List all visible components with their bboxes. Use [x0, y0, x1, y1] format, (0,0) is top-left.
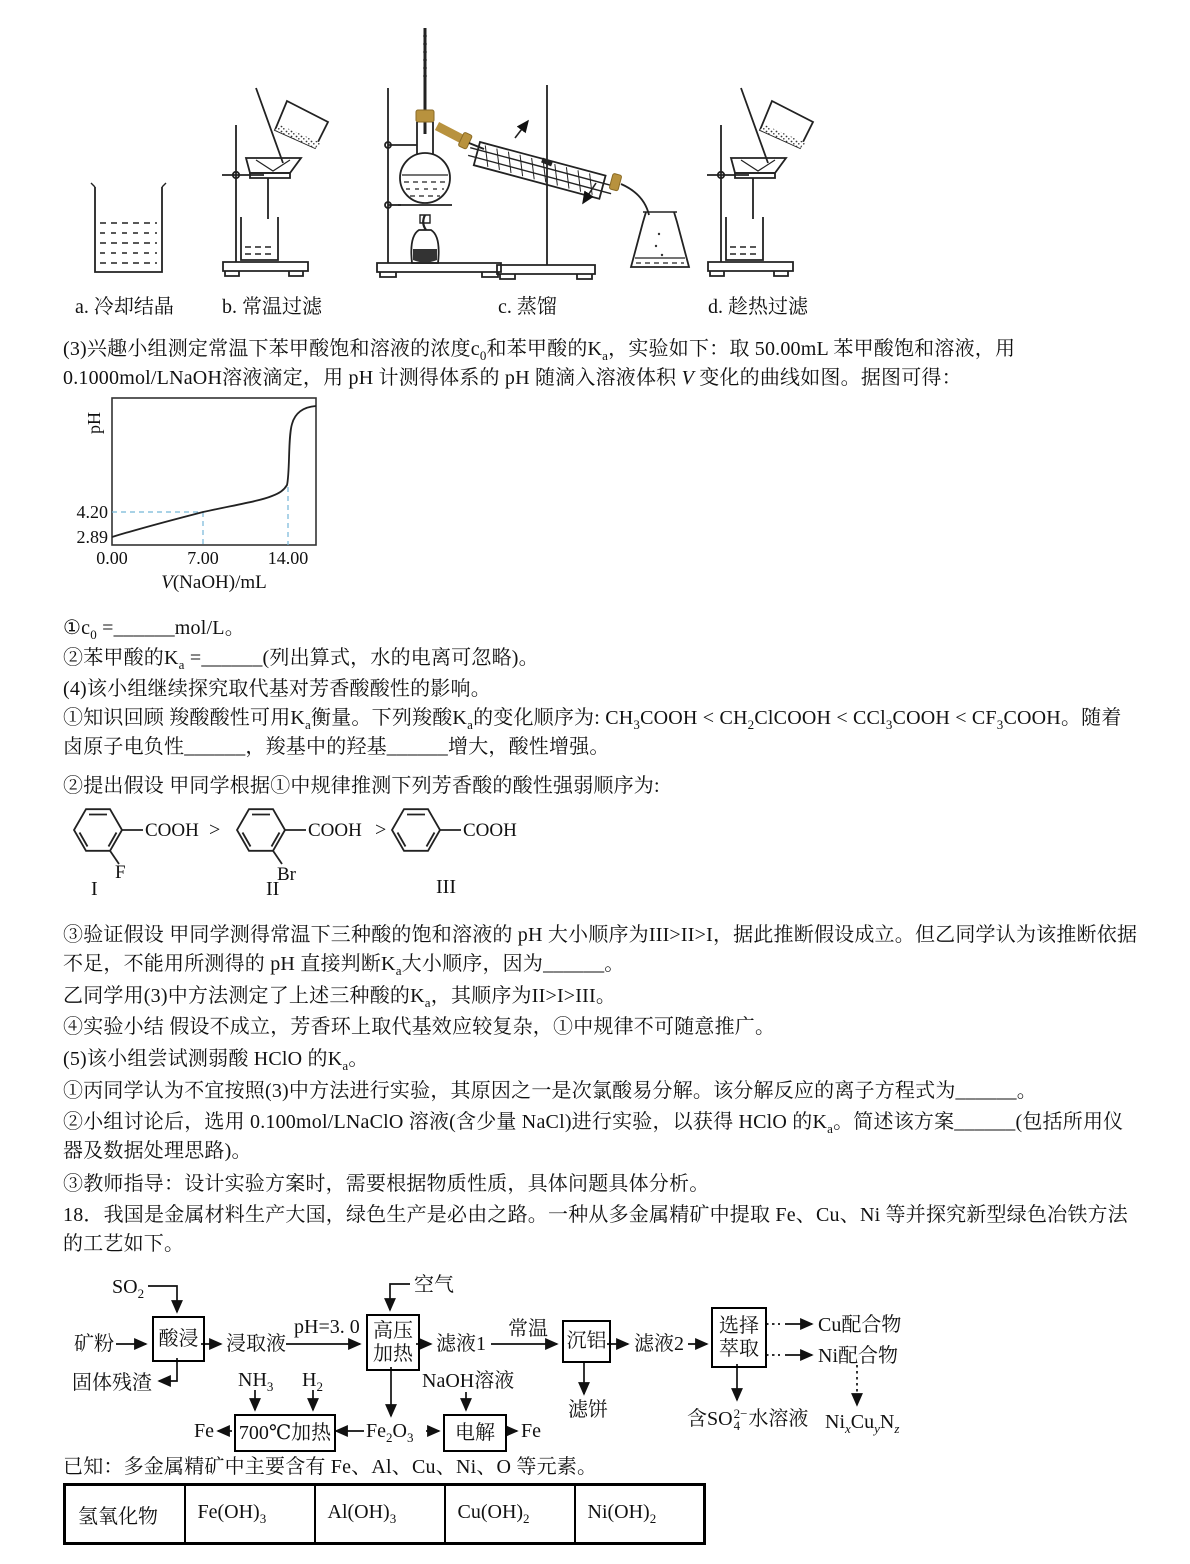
structure-2-ring-icon: [237, 809, 306, 864]
round-flask-icon: [400, 153, 450, 203]
x-tick-0: 0.00: [96, 548, 128, 568]
x-tick-7: 7.00: [187, 548, 219, 568]
knowledge-review: ①知识回顾 羧酸酸性可用$K_a$衡量。下列羧酸$K_a$的变化顺序为: $CH_3COOH$ < $CH_2ClCOOH$ < CCl$_3$COOH < $CF_3COOH$。随着卤原子电负性______，羧基中的羟基______增大，酸性增强。: [63, 707, 1122, 758]
cooh-label-3: COOH: [463, 820, 517, 841]
table-cell-feoh3: $Fe(OH)_3$: [185, 1485, 315, 1544]
flow-label-leachate: 浸取液: [226, 1333, 286, 1355]
apparatus-drawings: [60, 22, 840, 317]
flow-label-sulfate-solution: 含SO 2− 4 水溶液: [687, 1406, 809, 1433]
y-mark-289: 2.89: [76, 527, 108, 547]
flow-label-filter-cake: 滤饼: [568, 1399, 608, 1421]
verify-hypothesis: ③验证假设 甲同学测得常温下三种酸的饱和溶液的 pH 大小顺序为III>II>I，据此推断假设成立。但乙同学认为该推断依据不足，不能用所测得的 pH 直接判断$K_a$大小顺序，因为______。: [63, 924, 1138, 978]
distillation-c-icon: [377, 28, 689, 279]
flow-box-selective-extraction: 选择 萃取: [711, 1307, 767, 1368]
flow-box-heat-700: 700℃加热: [234, 1414, 336, 1452]
question-4-intro: (4)该小组继续探究取代基对芳香酸酸性的影响。: [63, 678, 491, 700]
flow-label-ore-powder: 矿粉: [74, 1333, 114, 1355]
conical-flask-icon: [631, 212, 689, 267]
flow-arrows: [60, 1268, 1145, 1460]
titration-curve-plot: [70, 392, 350, 604]
flow-label-filtrate-2: 滤液2: [634, 1333, 684, 1355]
numeral-2: II: [266, 878, 280, 900]
flow-label-nh3: $NH_3$: [238, 1369, 274, 1394]
table-cell-aloh3: $Al(OH)_3$: [315, 1485, 445, 1544]
question-5-intro: (5)该小组尝试测弱酸 HClO 的$K_a$。: [63, 1048, 369, 1073]
dashed-guides: [112, 487, 288, 545]
bromine-label: Br: [277, 864, 296, 885]
flow-box-acid-leach: 酸浸: [152, 1316, 205, 1362]
x-axis-label: V(NaOH)/mL: [161, 572, 267, 593]
question-3-intro: (3)兴趣小组测定常温下苯甲酸饱和溶液的浓度$c_0$和苯甲酸的$K_a$，实验如下：取 50.00mL 苯甲酸饱和溶液，用 0.1000mol/LNaOH溶液滴定，用 pH 计测得体系的 pH 随滴入溶液体积 V 变化的曲线如图。据图可得：: [63, 338, 1016, 389]
apparatus-label-d: d. 趁热过滤: [708, 296, 808, 318]
filtration-b-icon: [222, 88, 328, 276]
fluorine-label: F: [115, 862, 126, 883]
student-c-reason: ①丙同学认为不宜按照(3)中方法进行实验，其原因之一是次氯酸易分解。该分解反应的离子方程式为______。: [63, 1080, 1037, 1102]
flow-box-al-precipitate: 沉铝: [562, 1320, 611, 1363]
flow-label-fe-left: Fe: [194, 1420, 214, 1442]
process-flow-figure: [60, 1268, 1145, 1460]
table-cell-cuoh2: $Cu(OH)_2$: [445, 1485, 575, 1544]
greater-than-1: >: [209, 819, 221, 841]
flow-label-h2: $H_2$: [302, 1369, 323, 1394]
apparatus-label-a: a. 冷却结晶: [75, 296, 174, 318]
question-18-intro: 18．我国是金属材料生产大国，绿色生产是必由之路。一种从多金属精矿中提取 Fe、Cu、Ni 等并探究新型绿色冶铁方法的工艺如下。: [63, 1204, 1128, 1255]
experiment-summary: ④实验小结 假设不成立，芳香环上取代基效应较复杂，①中规律不可随意推广。: [63, 1016, 776, 1038]
flow-label-so2: $SO_2$: [112, 1276, 145, 1301]
adapter-clamp-icon: [416, 110, 434, 122]
cooh-label-2: COOH: [308, 820, 362, 841]
flow-label-filtrate-1: 滤液1: [436, 1333, 486, 1355]
y-mark-420: 4.20: [76, 502, 108, 522]
flow-label-ni-complex: Ni配合物: [818, 1345, 898, 1367]
ph-curve: [112, 406, 316, 537]
known-info: 已知：多金属精矿中主要含有 Fe、Al、Cu、Ni、O 等元素。: [63, 1456, 598, 1478]
plot-frame: [112, 398, 316, 545]
filtration-d-icon: [707, 88, 813, 276]
flow-label-fe-right: Fe: [521, 1420, 541, 1442]
structures-figure: [63, 798, 603, 903]
flow-label-room-temp: 常温: [508, 1318, 548, 1340]
flow-label-ph: pH=3. 0: [294, 1316, 360, 1338]
flow-box-electrolysis: 电解: [443, 1414, 507, 1452]
water-out-arrow-icon: [515, 121, 528, 138]
apparatus-label-b: b. 常温过滤: [222, 296, 322, 318]
flow-label-naoh-solution: NaOH溶液: [422, 1370, 515, 1392]
question-c0: $①c_0$ =______mol/L。: [63, 617, 245, 642]
question-ka: ②苯甲酸的$K_a$ =______(列出算式，水的电离可忽略)。: [63, 647, 539, 672]
flow-box-high-pressure-heat: 高压 加热: [366, 1314, 420, 1371]
table-cell-header: 氢氧化物: [65, 1485, 185, 1544]
naclo-plan: ②小组讨论后，选用 0.100mol/LNaClO 溶液(含少量 NaCl)进行实验，以获得 HClO 的$K_a$。简述该方案______(包括所用仪器及数据处理思路)。: [63, 1111, 1124, 1162]
structure-3-ring-icon: [392, 809, 461, 851]
table-row: [65, 1485, 705, 1544]
apparatus-label-c: c. 蒸馏: [498, 296, 557, 318]
hydroxide-table: [63, 1483, 706, 1545]
flow-label-air: 空气: [414, 1274, 454, 1296]
benzene-structures: [63, 798, 603, 903]
teacher-guidance: ③教师指导：设计实验方案时，需要根据物质性质，具体问题具体分析。: [63, 1173, 710, 1195]
gold-joint-icon: [609, 173, 622, 191]
condenser-icon: [466, 140, 615, 201]
flow-label-cu-complex: Cu配合物: [818, 1314, 902, 1336]
greater-than-2: >: [375, 819, 387, 841]
x-tick-14: 14.00: [267, 548, 309, 568]
numeral-3: III: [436, 876, 456, 898]
table-cell-nioh2: $Ni(OH)_2$: [575, 1485, 705, 1544]
flow-label-nicun-alloy: $Ni_xCu_yN_z$: [825, 1411, 900, 1436]
gold-sidearm-icon: [437, 126, 462, 139]
structure-1-ring-icon: [74, 809, 143, 864]
flow-label-solid-residue: 固体残渣: [72, 1372, 152, 1394]
apparatus-figure: [60, 22, 840, 317]
titration-curve-figure: [70, 392, 350, 604]
student-b-result: 乙同学用(3)中方法测定了上述三种酸的$K_a$，其顺序为II>I>III。: [63, 985, 617, 1010]
hypothesis-line: ②提出假设 甲同学根据①中规律推测下列芳香酸的酸性强弱顺序为:: [63, 775, 660, 797]
flow-label-fe2o3: $Fe_2O_3$: [366, 1420, 414, 1445]
cooh-label-1: COOH: [145, 820, 199, 841]
y-axis-label: pH: [84, 412, 104, 434]
beaker-a-icon: [91, 183, 166, 272]
numeral-1: I: [91, 878, 98, 900]
